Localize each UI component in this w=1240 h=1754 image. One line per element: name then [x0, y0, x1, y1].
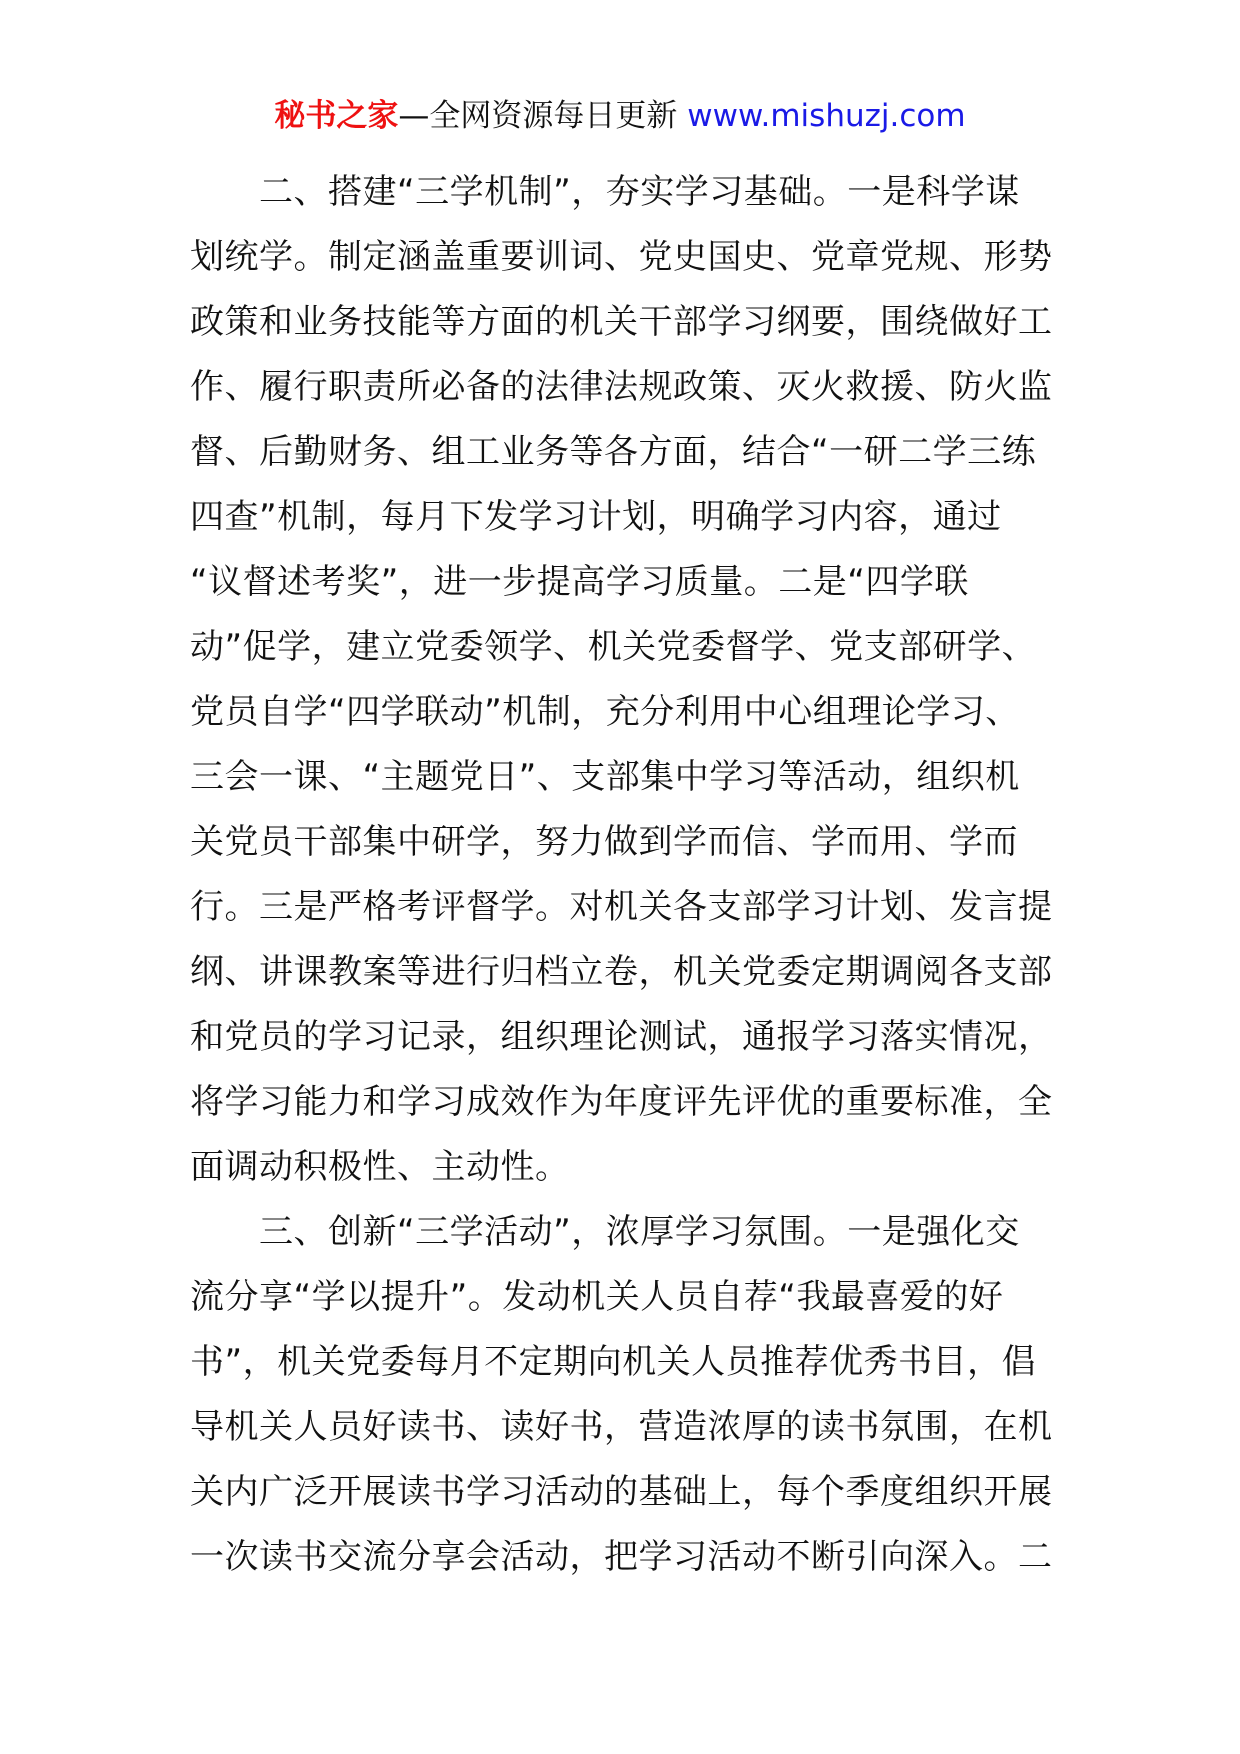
text-line: 一次读书交流分享会活动，把学习活动不断引向深入。二 [190, 1537, 1053, 1577]
text-line: 关党员干部集中研学，努力做到学而信、学而用、学而 [190, 822, 1018, 862]
text-line: 关内广泛开展读书学习活动的基础上，每个季度组织开展 [190, 1472, 1053, 1512]
text-line: 政策和业务技能等方面的机关干部学习纲要，围绕做好工 [190, 302, 1053, 342]
text-line: 动”促学，建立党委领学、机关党委督学、党支部研学、 [190, 627, 1037, 667]
text-line: 三会一课、“主题党日”、支部集中学习等活动，组织机 [190, 757, 1020, 797]
text-line: 将学习能力和学习成效作为年度评先评优的重要标准，全 [190, 1082, 1053, 1122]
text-line: 划统学。制定涵盖重要训词、党史国史、党章党规、形势 [190, 237, 1053, 277]
text-line: 纲、讲课教案等进行归档立卷，机关党委定期调阅各支部 [190, 952, 1053, 992]
header-slogan: —全网资源每日更新 [398, 98, 678, 134]
text-line: 四查”机制，每月下发学习计划，明确学习内容，通过 [190, 497, 1002, 537]
text-line: 三、创新“三学活动”，浓厚学习氛围。一是强化交 [190, 1212, 1020, 1252]
text-line: 导机关人员好读书、读好书，营造浓厚的读书氛围，在机 [190, 1407, 1053, 1447]
text-line: “议督述考奖”，进一步提高学习质量。二是“四学联 [190, 562, 969, 602]
header-url-link[interactable]: www.mishuzj.com [687, 98, 966, 134]
text-line: 和党员的学习记录，组织理论测试，通报学习落实情况， [190, 1017, 1053, 1057]
header-brand: 秘书之家 [274, 98, 399, 134]
text-line: 面调动积极性、主动性。 [190, 1147, 570, 1187]
document-body [190, 160, 1062, 1590]
text-line: 流分享“学以提升”。发动机关人员自荐“我最喜爱的好 [190, 1277, 1004, 1317]
text-line: 二、搭建“三学机制”，夯实学习基础。一是科学谋 [190, 172, 1020, 212]
page-header [0, 96, 1240, 136]
text-line: 党员自学“四学联动”机制，充分利用中心组理论学习、 [190, 692, 1020, 732]
text-line: 作、履行职责所必备的法律法规政策、灭火救援、防火监 [190, 367, 1053, 407]
text-line: 书”，机关党委每月不定期向机关人员推荐优秀书目，倡 [190, 1342, 1037, 1382]
text-line: 督、后勤财务、组工业务等各方面，结合“一研二学三练 [190, 432, 1037, 472]
text-line: 行。三是严格考评督学。对机关各支部学习计划、发言提 [190, 887, 1053, 927]
